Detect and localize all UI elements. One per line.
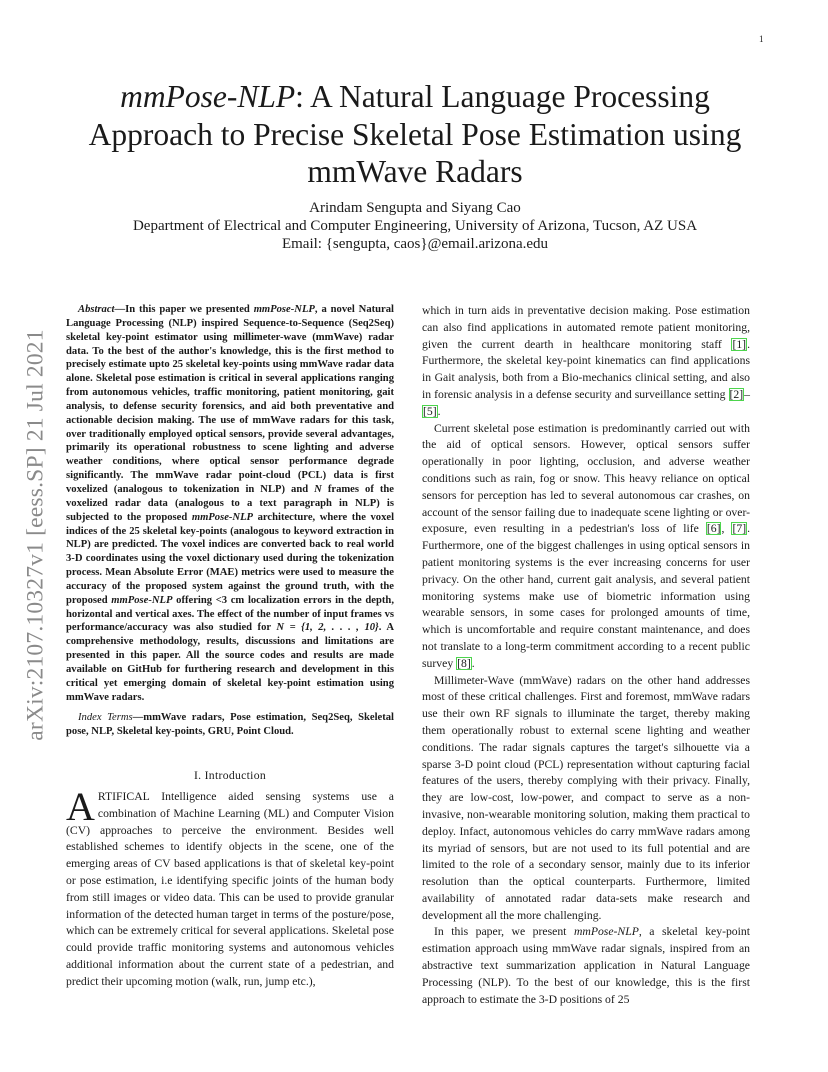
affiliation: Department of Electrical and Computer Engineering, University of Arizona, Tucson, AZ USA: [132, 218, 698, 234]
citation-link[interactable]: [2]: [729, 387, 744, 401]
page-number: 1: [759, 34, 764, 44]
title-line3: mmWave Radars: [307, 154, 523, 189]
citation-link[interactable]: [5]: [423, 404, 437, 418]
authors: Arindam Sengupta and Siyang Cao: [309, 200, 521, 216]
title-line2: Approach to Precise Skeletal Pose Estimation using: [88, 116, 742, 152]
left-column: [66, 303, 394, 991]
abstract-math: N = {1, 2, . . . , 10}: [276, 622, 379, 634]
index-terms-label: Index Terms: [78, 712, 133, 724]
right-paragraph-2: Current skeletal pose estimation is predominantly carried out with the aid of optical sensors. However, optical sensors suffer operationally in poor lighting, occlusion, and adverse weather conditions such as rain, fog or snow. This heavy reliance on optical sensors for perception has led to several autonomous car crashes, on account of the sensor failing due to inadequate scene lighting or over-exposure, even resulting in a pedestrian's loss of life [6], [7]. Furthermore, one of the biggest challenges in using optical sensors in patient monitoring systems is the ever increasing concerns for user privacy. On the other hand, current gait analysis, and several patient monitoring systems make use of biometric information using wearable sensors, in some cases for prolonged amounts of time, which is uncomfortable and require constant maintenance, and does not translate to a long-term commitment according to a recent public survey [8].: [422, 421, 751, 670]
arxiv-sidebar: [20, 297, 52, 772]
citation-link[interactable]: [6]: [706, 522, 721, 536]
right-paragraph-3: Millimeter-Wave (mmWave) radars on the other hand addresses most of these critical challenges. First and foremost, mmWave radars use their own RF signals to illuminate the target, thereby making them operationally robust to external scene lighting and weather conditions. The radar signals captures the target's silhouette via a sparse 3-D point cloud (PCL) representation without capturing facial features of the users, thereby complying with their privacy. Finally, they are low-cost, low-power, and compact to serve as a non-invasive, non-wearable monitoring solution, making them practical to deploy. Infact, autonomous vehicles do carry mmWave radars among its myriad of sensors, but are not used to its full potential and are limited to the role of a secondary sensor, mainly due to its inferior resolution than the optical counterparts. Furthermore, limited availability of annotated radar data-sets make research and development all the more challenging.: [422, 673, 750, 922]
email: Email: {sengupta, caos}@email.arizona.edu: [281, 236, 549, 252]
paper-title: [70, 78, 760, 191]
citation-link[interactable]: [8]: [457, 656, 471, 670]
arxiv-id: arXiv:2107.10327v1 [eess.SP] 21 Jul 2021: [22, 328, 49, 741]
citation-link[interactable]: [7]: [732, 522, 747, 536]
title-line1-rest: : A Natural Language Processing: [295, 79, 710, 114]
index-terms: Index Terms—mmWave radars, Pose estimation, Seq2Seq, Skeletal pose, NLP, Skeletal key-points, GRU, Point Cloud.: [66, 712, 394, 738]
abstract: Abstract—In this paper we presented mmPose-NLP, a novel Natural Language Processing (NLP) inspired Sequence-to-Sequence (Seq2Seq) skeletal key-point estimator using millimeter-wave (mmWave) radar data. To the best of the author's knowledge, this is the first method to precisely estimate upto 25 skeletal key-points using mmWave radar data alone. Skeletal pose estimation is critical in several applications ranging from autonomous vehicles, traffic monitoring, patient monitoring, gait analysis, to defense security forensics, and aid both preventative and actionable decision making. The use of mmWave radars for this task, over traditionally employed optical sensors, provide several advantages, primarily its operational robustness to scene lighting and adverse weather conditions, where optical sensor performance degrade significantly. The mmWave radar point-cloud (PCL) data is first voxelized (analogous to tokenization in NLP) and N frames of the voxelized radar data (analogous to a text paragraph in NLP) is subjected to the proposed mmPose-NLP architecture, where the voxel indices of the 25 skeletal key-points (analogous to keyword extraction in NLP) are predicted. The voxel indices are converted back to real world 3-D coordinates using the voxel dictionary used during the tokenization process. Mean Absolute Error (MAE) metrics were used to measure the accuracy of the proposed system against the ground truth, with the proposed mmPose-NLP offering <3 cm localization errors in the depth, horizontal and vertical axes. The effect of the number of input frames vs performance/accuracy was also studied for N = {1, 2, . . . , 10}. A comprehensive methodology, results, discussions and limitations are presented in this paper. All the source codes and results are made available on GitHub for furthering research and development in this critical yet emerging domain of skeletal key-point estimation using mmWave radars.: [66, 304, 395, 703]
right-paragraph-4: In this paper, we present mmPose-NLP, a skeletal key-point estimation approach using mmWave radar signals, inspired from an abstractive text summarization application in Natural Language Processing (NLP). To the best of our knowledge, this is the first approach to estimate the 3-D positions of 25: [422, 925, 750, 1006]
right-paragraph-1: which in turn aids in preventative decision making. Pose estimation can also find applications in automated remote patient monitoring, given the current dearth in healthcare monitoring staff [1]. Furthermore, the skeletal key-point kinematics can find applications in Gait analysis, both from a Bio-mechanics clinical setting, and also in forensic analysis in a defense security and surveillance setting [2]–[5].: [422, 304, 750, 418]
drop-cap: A: [66, 783, 95, 829]
right-column: [422, 303, 750, 1008]
citation-link[interactable]: [1]: [732, 337, 747, 351]
section-heading-introduction: I. Introduction: [193, 769, 266, 783]
title-italic: mmPose-NLP: [120, 79, 296, 114]
intro-paragraph: ARTIFICAL Intelligence aided sensing systems use a combination of Machine Learning (ML) and Computer Vision (CV) approaches to perceive the environment. Besides well established schemes to identify objects in the scene, one of the emerging areas of CV based applications is that of skeletal key-point or pose estimation, i.e identifying specific joints of the human body from still images or video data. This can be used to provide granular information of the detected human target in terms of the posture/pose, which can be extremely critical for several applications. Skeletal pose could provide traffic monitoring systems and autonomous vehicles additional information about the current state of a pedestrian, and predict their upcoming motion (walk, run, jump etc.),: [66, 783, 394, 988]
abstract-label: Abstract: [78, 304, 115, 315]
author-block: [70, 199, 760, 253]
